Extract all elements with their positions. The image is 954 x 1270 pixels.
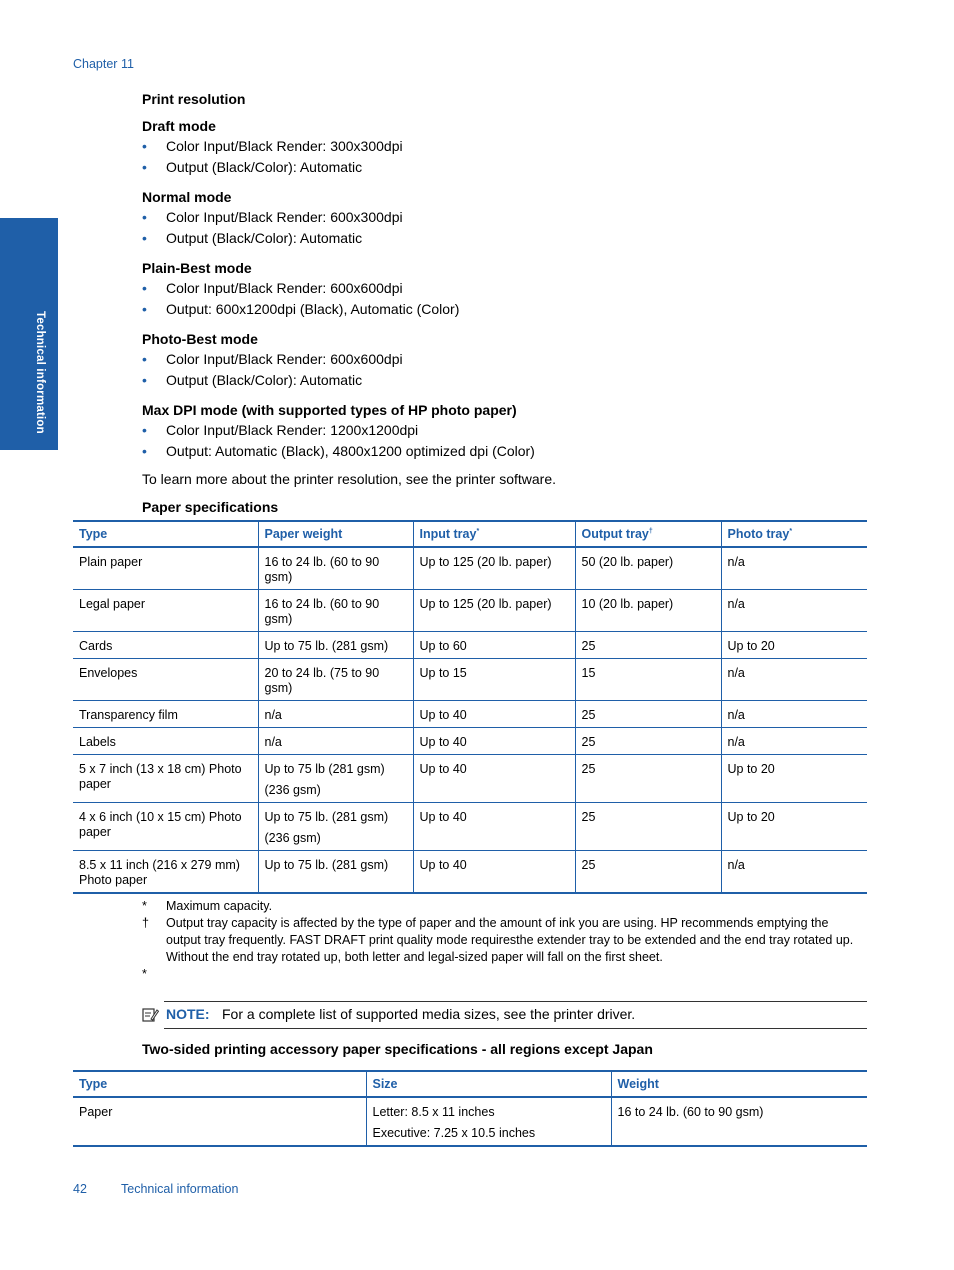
col-header-type: Type — [73, 521, 258, 547]
list-item: • Color Input/Black Render: 600x600dpi — [142, 351, 403, 367]
bullet-icon: • — [142, 230, 147, 246]
bullet-icon: • — [142, 209, 147, 225]
mode-heading: Photo-Best mode — [142, 331, 258, 347]
footnote: * Maximum capacity. — [142, 899, 273, 913]
mode-list — [142, 208, 867, 250]
table-row: 5 x 7 inch (13 x 18 cm) Photo paper Up to 75 lb (281 gsm) (236 gsm) Up to 40 25 Up to 20 — [73, 755, 867, 803]
list-item: • Color Input/Black Render: 600x300dpi — [142, 209, 403, 225]
note-text: For a complete list of supported media sizes, see the printer driver. — [222, 1006, 636, 1022]
table-row: Envelopes 20 to 24 lb. (75 to 90 gsm) Up to 15 15 n/a — [73, 659, 867, 701]
duplex-specs-table — [73, 1070, 867, 1147]
table-header-row — [73, 521, 867, 547]
bullet-icon: • — [142, 372, 147, 388]
side-tab — [0, 218, 58, 450]
mode-heading: Plain-Best mode — [142, 260, 252, 276]
page-number: 42 — [73, 1182, 87, 1196]
list-item: • Color Input/Black Render: 1200x1200dpi — [142, 422, 419, 438]
col-header-input: Input tray* — [413, 521, 575, 547]
table-row: Paper Letter: 8.5 x 11 inches Executive: 7.25 x 10.5 inches 16 to 24 lb. (60 to 90 gsm) — [73, 1097, 867, 1146]
bullet-icon: • — [142, 159, 147, 175]
paper-specs-title: Paper specifications — [142, 499, 279, 515]
learn-more-text: To learn more about the printer resolution, see the printer software. — [142, 471, 556, 487]
bullet-icon: • — [142, 443, 147, 459]
footnote: * — [142, 967, 147, 981]
mode-list — [142, 279, 867, 321]
list-item: • Color Input/Black Render: 300x300dpi — [142, 138, 403, 154]
table-row: 8.5 x 11 inch (216 x 279 mm) Photo paper Up to 75 lb. (281 gsm) Up to 40 25 n/a — [73, 851, 867, 894]
note-label: NOTE: — [166, 1006, 210, 1022]
list-item: • Output (Black/Color): Automatic — [142, 372, 363, 388]
note-box — [142, 1001, 867, 1029]
list-item: • Output (Black/Color): Automatic — [142, 230, 363, 246]
col-header-size: Size — [366, 1071, 611, 1097]
page-footer — [73, 1182, 238, 1196]
footnote: † Output tray capacity is affected by the type of paper and the amount of ink you are using. HP recommends emptying the output tray frequently. FAST DRAFT print quality mode requiresthe extender tray to be extended and the end tray rotated up. Without the end tray rotated up, both letter and legal-sized paper will fall on the first sheet. — [142, 916, 854, 964]
mode-list — [142, 421, 867, 463]
table-row: Cards Up to 75 lb. (281 gsm) Up to 60 25 Up to 20 — [73, 632, 867, 659]
bullet-icon: • — [142, 138, 147, 154]
col-header-weight: Paper weight — [258, 521, 413, 547]
side-tab-label: Technical information — [34, 311, 46, 434]
table-row: Plain paper 16 to 24 lb. (60 to 90 gsm) Up to 125 (20 lb. paper) 50 (20 lb. paper) n/a — [73, 547, 867, 590]
bullet-icon: • — [142, 422, 147, 438]
footnotes — [142, 898, 862, 983]
bullet-icon: • — [142, 280, 147, 296]
print-resolution-title: Print resolution — [142, 91, 246, 107]
list-item: • Output: Automatic (Black), 4800x1200 optimized dpi (Color) — [142, 443, 535, 459]
bullet-icon: • — [142, 351, 147, 367]
col-header-photo: Photo tray* — [721, 521, 867, 547]
mode-heading: Normal mode — [142, 189, 232, 205]
paper-specs-table — [73, 520, 867, 894]
table-header-row — [73, 1071, 867, 1097]
list-item: • Color Input/Black Render: 600x600dpi — [142, 280, 403, 296]
table-row: Legal paper 16 to 24 lb. (60 to 90 gsm) Up to 125 (20 lb. paper) 10 (20 lb. paper) n/a — [73, 590, 867, 632]
bullet-icon: • — [142, 301, 147, 317]
mode-list — [142, 137, 867, 179]
table-row: Labels n/a Up to 40 25 n/a — [73, 728, 867, 755]
list-item: • Output (Black/Color): Automatic — [142, 159, 363, 175]
table-row: Transparency film n/a Up to 40 25 n/a — [73, 701, 867, 728]
print-resolution-section — [142, 90, 867, 516]
mode-heading: Draft mode — [142, 118, 216, 134]
col-header-output: Output tray† — [575, 521, 721, 547]
mode-heading: Max DPI mode (with supported types of HP photo paper) — [142, 402, 517, 418]
note-icon — [142, 1007, 159, 1023]
list-item: • Output: 600x1200dpi (Black), Automatic (Color) — [142, 301, 460, 317]
col-header-type: Type — [73, 1071, 366, 1097]
chapter-header: Chapter 11 — [73, 57, 134, 71]
mode-list — [142, 350, 867, 392]
col-header-weight: Weight — [611, 1071, 867, 1097]
table-row: 4 x 6 inch (10 x 15 cm) Photo paper Up to 75 lb. (281 gsm) (236 gsm) Up to 40 25 Up to 20 — [73, 803, 867, 851]
footer-section: Technical information — [121, 1182, 239, 1196]
duplex-specs-title: Two-sided printing accessory paper specifications - all regions except Japan — [142, 1041, 653, 1057]
